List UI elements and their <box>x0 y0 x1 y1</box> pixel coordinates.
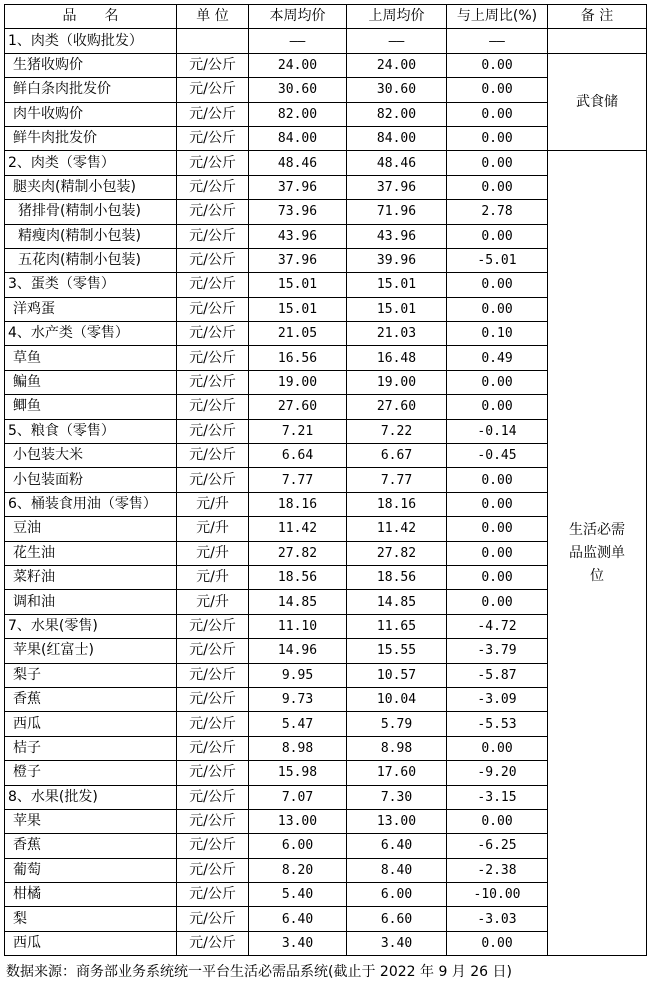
item-unit: 元/公斤 <box>177 419 249 443</box>
price-table <box>4 4 647 956</box>
header-note: 备 注 <box>548 5 647 29</box>
item-this-week-price: 18.16 <box>249 492 347 516</box>
item-this-week-price: 19.00 <box>249 370 347 394</box>
item-change-percent: 0.00 <box>447 151 548 175</box>
item-change-percent: -5.53 <box>447 712 548 736</box>
item-name: 豆油 <box>5 517 177 541</box>
item-this-week-price: 14.85 <box>249 590 347 614</box>
item-last-week-price: 21.03 <box>347 322 447 346</box>
item-this-week-price: 30.60 <box>249 78 347 102</box>
item-change-percent: -5.01 <box>447 248 548 272</box>
item-this-week-price: 13.00 <box>249 809 347 833</box>
item-last-week-price: 27.60 <box>347 395 447 419</box>
item-unit: 元/公斤 <box>177 175 249 199</box>
item-unit: 元/公斤 <box>177 444 249 468</box>
item-last-week-price: 18.16 <box>347 492 447 516</box>
item-name: 调和油 <box>5 590 177 614</box>
item-name: 鳊鱼 <box>5 370 177 394</box>
item-name: 菜籽油 <box>5 565 177 589</box>
item-last-week-price: 7.22 <box>347 419 447 443</box>
item-unit: 元/公斤 <box>177 809 249 833</box>
item-this-week-price: 37.96 <box>249 248 347 272</box>
item-last-week-price: 19.00 <box>347 370 447 394</box>
table-body <box>5 29 647 956</box>
item-change-percent: 0.00 <box>447 541 548 565</box>
item-last-week-price: 8.98 <box>347 736 447 760</box>
header-name: 品 名 <box>5 5 177 29</box>
item-name: 4、水产类（零售） <box>5 322 177 346</box>
item-change-percent: -5.87 <box>447 663 548 687</box>
header-unit: 单 位 <box>177 5 249 29</box>
item-change-percent: 0.00 <box>447 492 548 516</box>
item-name: 梨子 <box>5 663 177 687</box>
item-name: 小包装面粉 <box>5 468 177 492</box>
item-this-week-price: 3.40 <box>249 931 347 955</box>
item-change-percent: 0.00 <box>447 102 548 126</box>
item-name: 6、桶装食用油（零售） <box>5 492 177 516</box>
item-last-week-price: 6.00 <box>347 883 447 907</box>
item-last-week-price: 15.01 <box>347 273 447 297</box>
item-change-percent: 0.00 <box>447 736 548 760</box>
item-unit: 元/公斤 <box>177 907 249 931</box>
item-last-week-price: 5.79 <box>347 712 447 736</box>
item-last-week-price: 30.60 <box>347 78 447 102</box>
item-name: 葡萄 <box>5 858 177 882</box>
item-unit <box>177 29 249 53</box>
item-this-week-price: 15.98 <box>249 761 347 785</box>
item-last-week-price: 15.01 <box>347 297 447 321</box>
item-unit: 元/公斤 <box>177 78 249 102</box>
item-last-week-price: 6.40 <box>347 834 447 858</box>
item-last-week-price: 37.96 <box>347 175 447 199</box>
item-this-week-price: 16.56 <box>249 346 347 370</box>
item-this-week-price: 8.98 <box>249 736 347 760</box>
item-unit: 元/公斤 <box>177 931 249 955</box>
item-last-week-price: —— <box>347 29 447 53</box>
item-last-week-price: 71.96 <box>347 200 447 224</box>
item-last-week-price: 18.56 <box>347 565 447 589</box>
header-this-week: 本周均价 <box>249 5 347 29</box>
item-last-week-price: 17.60 <box>347 761 447 785</box>
item-unit: 元/公斤 <box>177 273 249 297</box>
item-unit: 元/公斤 <box>177 200 249 224</box>
item-change-percent: -3.03 <box>447 907 548 931</box>
item-change-percent: 0.00 <box>447 273 548 297</box>
item-last-week-price: 15.55 <box>347 639 447 663</box>
item-change-percent: 0.00 <box>447 224 548 248</box>
item-unit: 元/公斤 <box>177 248 249 272</box>
item-last-week-price: 8.40 <box>347 858 447 882</box>
item-this-week-price: 11.10 <box>249 614 347 638</box>
item-name: 生猪收购价 <box>5 53 177 77</box>
item-change-percent: 0.00 <box>447 809 548 833</box>
item-unit: 元/公斤 <box>177 346 249 370</box>
item-this-week-price: 82.00 <box>249 102 347 126</box>
item-unit: 元/公斤 <box>177 224 249 248</box>
item-this-week-price: 27.82 <box>249 541 347 565</box>
item-last-week-price: 10.57 <box>347 663 447 687</box>
item-this-week-price: 9.95 <box>249 663 347 687</box>
item-this-week-price: 21.05 <box>249 322 347 346</box>
item-unit: 元/公斤 <box>177 297 249 321</box>
item-unit: 元/公斤 <box>177 126 249 150</box>
item-this-week-price: 84.00 <box>249 126 347 150</box>
item-change-percent: 0.00 <box>447 468 548 492</box>
item-unit: 元/公斤 <box>177 468 249 492</box>
item-this-week-price: 6.00 <box>249 834 347 858</box>
item-this-week-price: 7.21 <box>249 419 347 443</box>
item-change-percent: -4.72 <box>447 614 548 638</box>
item-change-percent: -3.09 <box>447 687 548 711</box>
item-this-week-price: 18.56 <box>249 565 347 589</box>
item-unit: 元/公斤 <box>177 663 249 687</box>
item-change-percent: 0.00 <box>447 370 548 394</box>
item-change-percent: -3.79 <box>447 639 548 663</box>
item-name: 小包装大米 <box>5 444 177 468</box>
item-name: 猪排骨(精制小包装) <box>5 200 177 224</box>
item-unit: 元/公斤 <box>177 883 249 907</box>
item-last-week-price: 11.65 <box>347 614 447 638</box>
item-this-week-price: 15.01 <box>249 297 347 321</box>
item-unit: 元/公斤 <box>177 102 249 126</box>
table-header-row <box>5 5 647 29</box>
item-name: 柑橘 <box>5 883 177 907</box>
item-unit: 元/公斤 <box>177 858 249 882</box>
item-unit: 元/升 <box>177 590 249 614</box>
item-last-week-price: 7.77 <box>347 468 447 492</box>
item-change-percent: 0.00 <box>447 590 548 614</box>
item-change-percent: -0.45 <box>447 444 548 468</box>
data-source-note: 数据来源：商务部业务系统统一平台生活必需品系统(截止于 2022 年 9 月 26 日) <box>6 964 512 980</box>
item-this-week-price: 15.01 <box>249 273 347 297</box>
item-last-week-price: 3.40 <box>347 931 447 955</box>
item-change-percent: 2.78 <box>447 200 548 224</box>
item-name: 鲫鱼 <box>5 395 177 419</box>
item-name: 五花肉(精制小包装) <box>5 248 177 272</box>
item-name: 香蕉 <box>5 834 177 858</box>
note-wushichu: 武食储 <box>548 53 647 151</box>
item-change-percent: 0.49 <box>447 346 548 370</box>
item-this-week-price: 14.96 <box>249 639 347 663</box>
item-unit: 元/升 <box>177 492 249 516</box>
item-last-week-price: 6.60 <box>347 907 447 931</box>
item-name: 草鱼 <box>5 346 177 370</box>
item-name: 花生油 <box>5 541 177 565</box>
item-name: 2、肉类（零售） <box>5 151 177 175</box>
item-name: 香蕉 <box>5 687 177 711</box>
item-last-week-price: 27.82 <box>347 541 447 565</box>
item-unit: 元/公斤 <box>177 639 249 663</box>
item-name: 西瓜 <box>5 712 177 736</box>
item-unit: 元/公斤 <box>177 785 249 809</box>
item-unit: 元/公斤 <box>177 761 249 785</box>
item-this-week-price: 7.07 <box>249 785 347 809</box>
item-unit: 元/公斤 <box>177 712 249 736</box>
item-name: 西瓜 <box>5 931 177 955</box>
item-last-week-price: 13.00 <box>347 809 447 833</box>
item-change-percent: -0.14 <box>447 419 548 443</box>
item-this-week-price: 5.47 <box>249 712 347 736</box>
item-this-week-price: 7.77 <box>249 468 347 492</box>
item-this-week-price: 6.40 <box>249 907 347 931</box>
item-name: 洋鸡蛋 <box>5 297 177 321</box>
item-this-week-price: 48.46 <box>249 151 347 175</box>
item-change-percent: 0.00 <box>447 565 548 589</box>
item-change-percent: 0.00 <box>447 931 548 955</box>
item-unit: 元/公斤 <box>177 614 249 638</box>
item-unit: 元/公斤 <box>177 834 249 858</box>
item-this-week-price: 27.60 <box>249 395 347 419</box>
item-change-percent: 0.00 <box>447 78 548 102</box>
item-name: 7、水果(零售) <box>5 614 177 638</box>
item-change-percent: 0.10 <box>447 322 548 346</box>
item-change-percent: 0.00 <box>447 175 548 199</box>
item-name: 苹果 <box>5 809 177 833</box>
item-last-week-price: 82.00 <box>347 102 447 126</box>
item-this-week-price: 6.64 <box>249 444 347 468</box>
item-change-percent: -9.20 <box>447 761 548 785</box>
item-last-week-price: 11.42 <box>347 517 447 541</box>
item-change-percent: 0.00 <box>447 53 548 77</box>
item-this-week-price: 37.96 <box>249 175 347 199</box>
item-this-week-price: 73.96 <box>249 200 347 224</box>
item-unit: 元/升 <box>177 565 249 589</box>
item-name: 苹果(红富士) <box>5 639 177 663</box>
item-last-week-price: 24.00 <box>347 53 447 77</box>
item-change-percent: 0.00 <box>447 297 548 321</box>
item-last-week-price: 10.04 <box>347 687 447 711</box>
item-name: 梨 <box>5 907 177 931</box>
item-change-percent: 0.00 <box>447 395 548 419</box>
item-this-week-price: 11.42 <box>249 517 347 541</box>
item-this-week-price: 8.20 <box>249 858 347 882</box>
note-cell-empty <box>548 29 647 53</box>
item-name: 鲜白条肉批发价 <box>5 78 177 102</box>
item-unit: 元/公斤 <box>177 370 249 394</box>
item-unit: 元/公斤 <box>177 53 249 77</box>
item-last-week-price: 14.85 <box>347 590 447 614</box>
header-change: 与上周比(%) <box>447 5 548 29</box>
item-last-week-price: 7.30 <box>347 785 447 809</box>
item-last-week-price: 48.46 <box>347 151 447 175</box>
item-change-percent: 0.00 <box>447 517 548 541</box>
item-change-percent: 0.00 <box>447 126 548 150</box>
item-last-week-price: 6.67 <box>347 444 447 468</box>
item-name: 腿夹肉(精制小包装) <box>5 175 177 199</box>
item-change-percent: -2.38 <box>447 858 548 882</box>
item-change-percent: -3.15 <box>447 785 548 809</box>
item-last-week-price: 84.00 <box>347 126 447 150</box>
item-unit: 元/升 <box>177 541 249 565</box>
item-last-week-price: 43.96 <box>347 224 447 248</box>
item-unit: 元/公斤 <box>177 736 249 760</box>
item-name: 橙子 <box>5 761 177 785</box>
item-this-week-price: 5.40 <box>249 883 347 907</box>
item-last-week-price: 39.96 <box>347 248 447 272</box>
item-name: 肉牛收购价 <box>5 102 177 126</box>
item-unit: 元/公斤 <box>177 687 249 711</box>
item-this-week-price: 9.73 <box>249 687 347 711</box>
item-name: 8、水果(批发) <box>5 785 177 809</box>
item-unit: 元/公斤 <box>177 322 249 346</box>
item-last-week-price: 16.48 <box>347 346 447 370</box>
item-this-week-price: —— <box>249 29 347 53</box>
item-name: 1、肉类（收购批发） <box>5 29 177 53</box>
item-change-percent: —— <box>447 29 548 53</box>
item-unit: 元/公斤 <box>177 395 249 419</box>
item-this-week-price: 24.00 <box>249 53 347 77</box>
item-name: 5、粮食（零售） <box>5 419 177 443</box>
item-this-week-price: 43.96 <box>249 224 347 248</box>
item-change-percent: -10.00 <box>447 883 548 907</box>
table-row <box>5 53 647 77</box>
item-unit: 元/公斤 <box>177 151 249 175</box>
item-name: 3、蛋类（零售） <box>5 273 177 297</box>
note-monitoring-unit: 生活必需品监测单位 <box>548 151 647 956</box>
header-last-week: 上周均价 <box>347 5 447 29</box>
table-row <box>5 151 647 175</box>
item-unit: 元/升 <box>177 517 249 541</box>
table-row <box>5 29 647 53</box>
item-name: 桔子 <box>5 736 177 760</box>
item-name: 鲜牛肉批发价 <box>5 126 177 150</box>
item-change-percent: -6.25 <box>447 834 548 858</box>
item-name: 精瘦肉(精制小包装) <box>5 224 177 248</box>
